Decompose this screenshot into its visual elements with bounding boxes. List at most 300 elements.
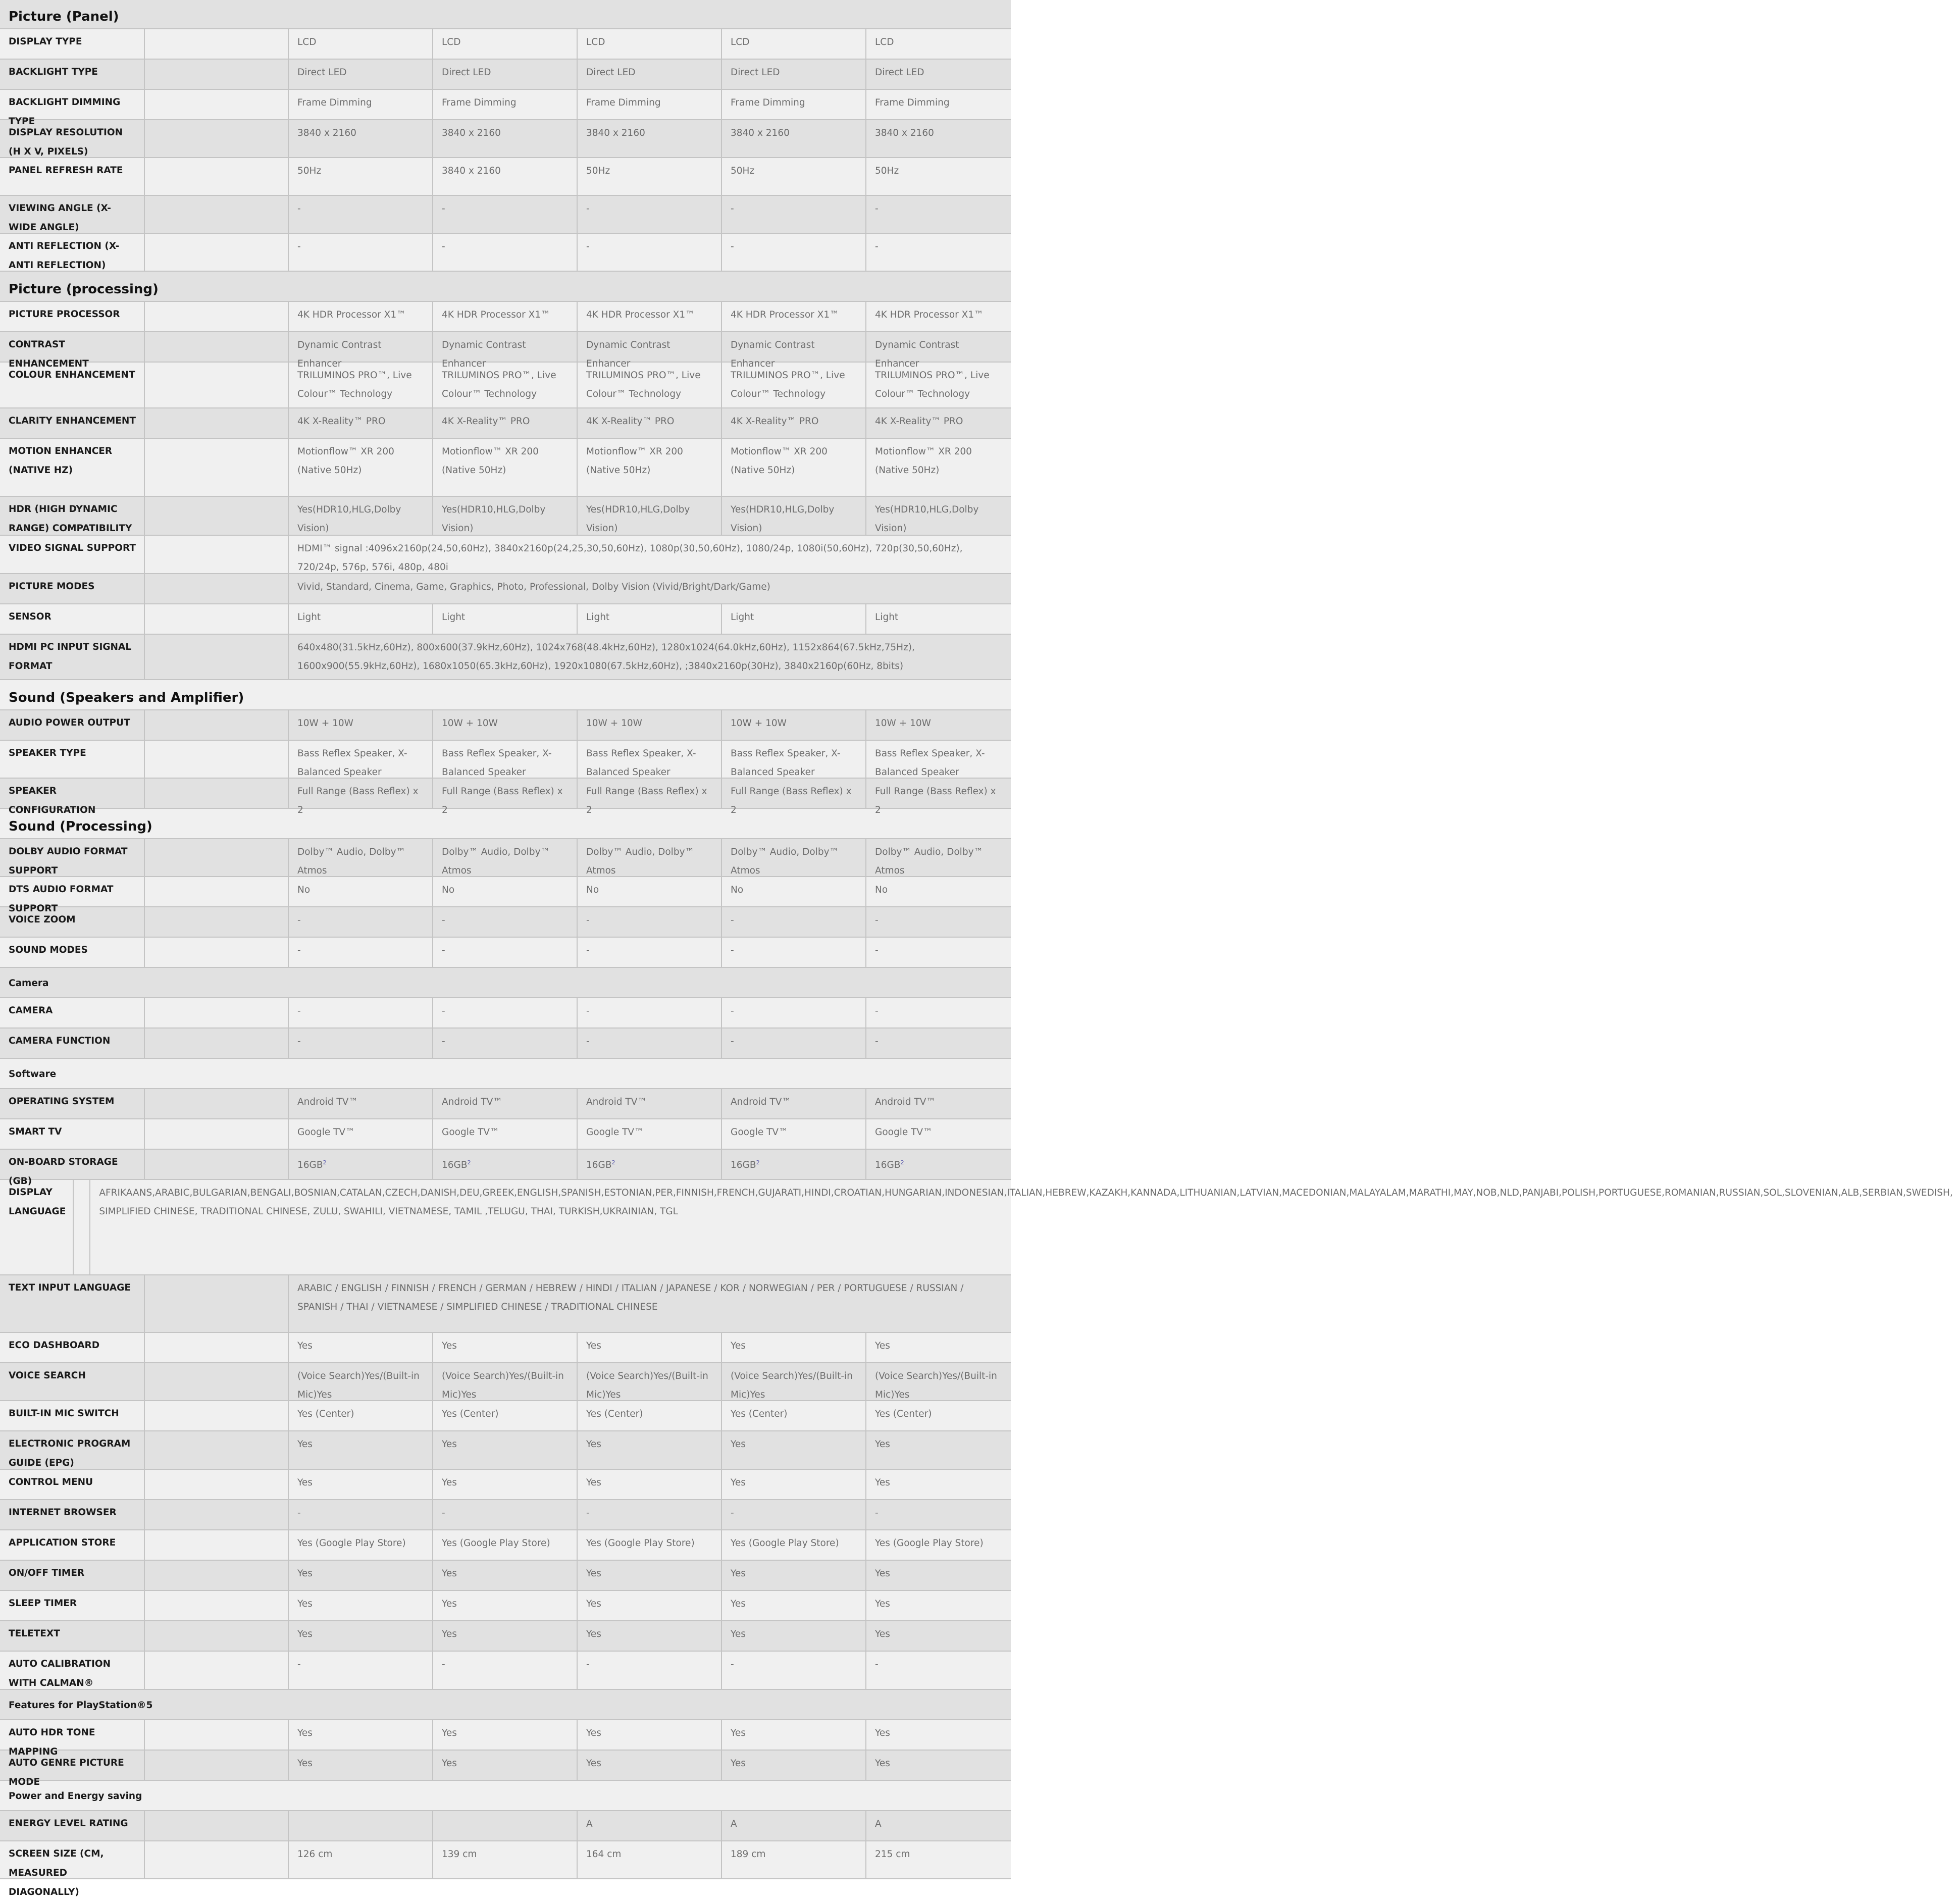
spec-label: SPEAKER TYPE [0,741,145,778]
spec-value: Yes [875,1341,890,1351]
spec-label: DISPLAY LANGUAGE [0,1180,74,1274]
spec-value: Yes (Center) [722,1401,866,1430]
spec-value: - [289,1652,433,1689]
spec-value: Dynamic Contrast Enhancer [875,340,959,369]
empty-cell [145,635,289,679]
empty-cell [145,1275,289,1332]
empty-cell [145,1751,289,1780]
spec-value: 4K X-Reality™ PRO [289,408,433,438]
spec-value: - [289,998,433,1027]
spec-value: Yes [433,1470,578,1499]
spec-row [0,497,1011,536]
spec-value: Yes (Google Play Store) [433,1530,578,1560]
empty-cell [145,1591,289,1620]
spec-row [0,1591,1011,1621]
spec-value: - [722,196,866,233]
spec-row [0,839,1011,877]
spec-value: - [875,1508,879,1518]
subsection-header [0,1690,1011,1720]
spec-value: Yes [289,1720,433,1750]
spec-row [0,877,1011,914]
empty-cell [145,710,289,740]
spec-value: Motionflow™ XR 200 (Native 50Hz) [433,439,578,496]
empty-cell [145,196,289,233]
spec-value: TRILUMINOS PRO™, Live Colour™ Technology [875,370,990,399]
spec-label: HDMI PC INPUT SIGNAL FORMAT [0,635,145,679]
spec-value: A [875,1819,882,1829]
spec-value: Direct LED [289,60,433,89]
spec-value: Full Range (Bass Reflex) x 2 [433,779,578,808]
spec-value: - [433,234,578,271]
spec-value: $16GB^2$ [875,1159,904,1171]
spec-value: Yes [578,1621,722,1651]
subsection-header [0,968,1011,998]
spec-value: 10W + 10W [433,710,578,740]
spec-value: 126 cm [289,1841,433,1878]
spec-value: Motionflow™ XR 200 (Native 50Hz) [875,446,972,476]
spec-row [0,1652,1011,1690]
spec-value: 189 cm [722,1841,866,1878]
spec-value: - [875,1036,879,1047]
spec-value: - [722,998,866,1027]
spec-value: Yes [578,1591,722,1620]
spec-value: Google TV™ [433,1119,578,1149]
spec-row [0,1561,1011,1591]
spec-label: AUTO CALIBRATION WITH CALMAN® [0,1652,145,1689]
spec-value: - [289,1029,433,1058]
empty-cell [145,1089,289,1118]
spec-label: PANEL REFRESH RATE [0,158,145,195]
empty-cell [145,741,289,778]
spec-value: Android TV™ [433,1089,578,1118]
spec-value: - [433,938,578,967]
spec-value: Bass Reflex Speaker, X-Balanced Speaker [578,741,722,778]
spec-row [0,1530,1011,1561]
spec-row [0,574,1011,604]
spec-value: - [875,203,879,214]
spec-row [0,29,1011,60]
spec-value: Full Range (Bass Reflex) x 2 [578,779,722,808]
footnote-marker: 2 [467,1159,471,1166]
section-title: Sound (Processing) [9,819,152,834]
spec-label: DTS AUDIO FORMAT SUPPORT [0,877,145,906]
spec-value: 164 cm [578,1841,722,1878]
spec-value: - [289,196,433,233]
spec-value: $16GB^2$ [433,1150,578,1179]
spec-row [0,60,1011,90]
spec-value: Bass Reflex Speaker, X-Balanced Speaker [875,748,985,778]
spec-value: Yes (Center) [578,1401,722,1430]
empty-cell [145,120,289,157]
spec-value: Yes(HDR10,HLG,Dolby Vision) [722,497,866,535]
section-title: Software [9,1069,57,1079]
section-title: Camera [9,978,49,989]
spec-value: Yes (Center) [433,1401,578,1430]
spec-value: Bass Reflex Speaker, X-Balanced Speaker [433,741,578,778]
spec-value: - [578,998,722,1027]
spec-value: Direct LED [722,60,866,89]
spec-label: SLEEP TIMER [0,1591,145,1620]
spec-value: Yes(HDR10,HLG,Dolby Vision) [289,497,433,535]
spec-row [0,1275,1011,1333]
spec-row [0,604,1011,635]
section-title: Picture (processing) [9,282,159,297]
spec-value: Yes [722,1561,866,1590]
spec-value: - [722,234,866,271]
spec-value: - [289,1500,433,1529]
spec-value: LCD [433,29,578,59]
spec-value: - [578,196,722,233]
spec-value: Yes [289,1621,433,1651]
spec-value: $16GB^2$ [289,1150,433,1179]
spec-value: Yes [433,1621,578,1651]
spec-value [433,1811,578,1840]
spec-value: Yes [289,1470,433,1499]
spec-label: APPLICATION STORE [0,1530,145,1560]
spec-row [0,120,1011,158]
spec-value: Yes [433,1591,578,1620]
empty-cell [145,1841,289,1878]
spec-value: Dolby™ Audio, Dolby™ Atmos [433,839,578,876]
spec-row [0,938,1011,968]
spec-value: - [433,196,578,233]
spec-label: ON-BOARD STORAGE (GB) [0,1150,145,1179]
spec-value: LCD [578,29,722,59]
spec-label: AUTO GENRE PICTURE MODE [0,1751,145,1780]
spec-value: A [578,1811,722,1840]
spec-value: Yes (Center) [289,1401,433,1430]
spec-value: 4K HDR Processor X1™ [289,302,433,331]
spec-row [0,1401,1011,1431]
spec-value: Full Range (Bass Reflex) x 2 [722,779,866,808]
spec-label: ON/OFF TIMER [0,1561,145,1590]
spec-value: Yes [722,1431,866,1469]
spec-value: - [578,1029,722,1058]
spec-row [0,234,1011,272]
spec-value: - [578,938,722,967]
spec-value: Frame Dimming [722,90,866,119]
spec-row [0,1621,1011,1652]
spec-value [289,1811,433,1840]
spec-value: Dynamic Contrast Enhancer [722,332,866,362]
spec-value: Dolby™ Audio, Dolby™ Atmos [289,839,433,876]
spec-value: 50Hz [722,158,866,195]
spec-value: - [875,1659,879,1670]
spec-value: Motionflow™ XR 200 (Native 50Hz) [289,439,433,496]
spec-value: Google TV™ [722,1119,866,1149]
spec-value: - [578,1500,722,1529]
spec-value: - [433,1652,578,1689]
spec-value: Frame Dimming [875,97,950,108]
spec-value: Yes(HDR10,HLG,Dolby Vision) [578,497,722,535]
empty-cell [145,158,289,195]
spec-label: BACKLIGHT DIMMING TYPE [0,90,145,119]
spec-value: Yes(HDR10,HLG,Dolby Vision) [875,504,979,534]
spec-value: 4K X-Reality™ PRO [875,416,963,427]
spec-value: 4K HDR Processor X1™ [433,302,578,331]
spec-label: AUTO HDR TONE MAPPING [0,1720,145,1750]
spec-value: 10W + 10W [578,710,722,740]
spec-value: Yes [875,1568,890,1579]
empty-cell [145,1150,289,1179]
section-header [0,809,1011,839]
spec-value: (Voice Search)Yes/(Built-in Mic)Yes [722,1363,866,1400]
spec-label: ELECTRONIC PROGRAM GUIDE (EPG) [0,1431,145,1469]
spec-value: Bass Reflex Speaker, X-Balanced Speaker [289,741,433,778]
spec-value: Yes [578,1470,722,1499]
spec-value: No [578,877,722,906]
spec-value: Yes [289,1333,433,1362]
spec-value: 4K HDR Processor X1™ [875,310,984,320]
spec-value: 3840 x 2160 [289,120,433,157]
spec-value: Android TV™ [875,1097,936,1107]
spec-value: Yes [433,1751,578,1780]
empty-cell [145,497,289,535]
spec-row [0,779,1011,815]
spec-label: BACKLIGHT TYPE [0,60,145,89]
spec-value: 3840 x 2160 [875,128,934,138]
empty-cell [145,1333,289,1362]
spec-value: - [722,938,866,967]
empty-cell [145,439,289,496]
spec-value: - [875,915,879,926]
spec-label: ENERGY LEVEL RATING [0,1811,145,1840]
spec-value: Android TV™ [289,1089,433,1118]
empty-cell [145,1530,289,1560]
spec-value: Yes (Google Play Store) [289,1530,433,1560]
empty-cell [145,1401,289,1430]
section-title: Features for PlayStation®5 [9,1700,153,1711]
spec-value: A [722,1811,866,1840]
spec-value: - [722,907,866,937]
spec-value: LCD [722,29,866,59]
spec-value: AFRIKAANS,ARABIC,BULGARIAN,BENGALI,BOSNIAN,CATALAN,CZECH,DANISH,DEU,GREEK,ENGLISH,SPANISH,ESTONIAN,PER,FINNISH,FRENCH,GUJARATI,HINDI,CROATIAN,HUNGARIAN,INDONESIAN,ITALIAN,HEBREW,KAZAKH,KANNADA,LITHUANIAN,LATVIAN,MACEDONIAN,MALAYALAM,MARATHI,MAY,NOB,NLD,PANJABI,POLISH,PORTUGUESE,ROMANIAN,RUSSIAN,SOL,SLOVENIAN,ALB,SERBIAN,SWEDISH, SIMPLIFIED CHINESE, TRADITIONAL CHINESE, ZULU, SWAHILI, VIETNAMESE, TAMIL ,TELUGU, THAI, TURKISH,UKRAINIAN, TGL [99,1188,1953,1217]
spec-value: 50Hz [289,158,433,195]
spec-value: - [578,234,722,271]
spec-value: 4K X-Reality™ PRO [433,408,578,438]
spec-value: Dolby™ Audio, Dolby™ Atmos [578,839,722,876]
footnote-marker: 2 [611,1159,615,1166]
spec-label: VOICE ZOOM [0,907,145,937]
spec-value: Yes [722,1333,866,1362]
spec-label: SMART TV [0,1119,145,1149]
spec-value: Dynamic Contrast Enhancer [433,332,578,362]
spec-value: Yes [433,1720,578,1750]
spec-value: No [722,877,866,906]
spec-value: 10W + 10W [289,710,433,740]
empty-cell [145,938,289,967]
spec-value: - [289,938,433,967]
spec-value: Google TV™ [578,1119,722,1149]
spec-value: Yes [722,1751,866,1780]
spec-value: 3840 x 2160 [433,120,578,157]
spec-value: Yes [578,1751,722,1780]
spec-value: Yes [433,1561,578,1590]
spec-value: Full Range (Bass Reflex) x 2 [289,779,433,808]
spec-value: - [433,1500,578,1529]
spec-label: ANTI REFLECTION (X-ANTI REFLECTION) [0,234,145,271]
spec-value: Vivid, Standard, Cinema, Game, Graphics, Photo, Professional, Dolby Vision (Vivid/Bright/Dark/Game) [297,582,770,592]
spec-value: - [289,907,433,937]
spec-value: TRILUMINOS PRO™, Live Colour™ Technology [433,363,578,407]
spec-value: Motionflow™ XR 200 (Native 50Hz) [722,439,866,496]
spec-value: Yes [289,1431,433,1469]
empty-cell [145,1652,289,1689]
spec-value: Yes [722,1591,866,1620]
empty-cell [145,363,289,407]
spec-value: - [875,1006,879,1016]
spec-value: TRILUMINOS PRO™, Live Colour™ Technology [578,363,722,407]
spec-label: COLOUR ENHANCEMENT [0,363,145,407]
empty-cell [145,1500,289,1529]
spec-label: DISPLAY TYPE [0,29,145,59]
section-title: Picture (Panel) [9,9,119,24]
spec-value: - [433,998,578,1027]
empty-cell [145,907,289,937]
spec-row [0,196,1011,234]
spec-value: Yes [722,1621,866,1651]
spec-value: Dolby™ Audio, Dolby™ Atmos [875,847,984,876]
empty-cell [145,29,289,59]
spec-row [0,1150,1011,1187]
spec-value: - [578,1652,722,1689]
spec-value: Yes [289,1561,433,1590]
spec-label: SPEAKER CONFIGURATION [0,779,145,808]
empty-cell [145,302,289,331]
spec-row [0,332,1011,369]
spec-value: LCD [289,29,433,59]
empty-cell [145,604,289,634]
spec-value: No [875,885,888,895]
spec-label: ECO DASHBOARD [0,1333,145,1362]
spec-value: Frame Dimming [578,90,722,119]
spec-row [0,1720,1011,1757]
spec-value: (Voice Search)Yes/(Built-in Mic)Yes [578,1363,722,1400]
empty-cell [145,1811,289,1840]
spec-value: Android TV™ [722,1089,866,1118]
empty-cell [145,1029,289,1058]
spec-value: Yes [875,1439,890,1450]
empty-cell [145,60,289,89]
spec-label: AUDIO POWER OUTPUT [0,710,145,740]
spec-row [0,1089,1011,1119]
spec-value: Direct LED [578,60,722,89]
spec-value: No [289,877,433,906]
spec-row [0,1841,1011,1897]
spec-value: Yes [875,1629,890,1639]
spec-value: - [722,1652,866,1689]
spec-row [0,536,1011,574]
empty-cell [145,1470,289,1499]
spec-value: Motionflow™ XR 200 (Native 50Hz) [578,439,722,496]
spec-row [0,1431,1011,1470]
spec-value: Yes [578,1720,722,1750]
spec-value: Yes [289,1591,433,1620]
spec-value: 50Hz [578,158,722,195]
spec-value: Dolby™ Audio, Dolby™ Atmos [722,839,866,876]
spec-row [0,907,1011,938]
spec-row [0,1363,1011,1401]
empty-cell [145,1119,289,1149]
spec-label: DISPLAY RESOLUTION (H X V, PIXELS) [0,120,145,157]
spec-value: Yes [875,1599,890,1609]
spec-row [0,302,1011,332]
spec-value: Yes [875,1728,890,1738]
empty-cell [145,839,289,876]
empty-cell [145,779,289,808]
spec-row [0,1029,1011,1059]
spec-value: 50Hz [875,166,899,176]
spec-label: BUILT-IN MIC SWITCH [0,1401,145,1430]
spec-value: Yes [722,1470,866,1499]
spec-value: Google TV™ [289,1119,433,1149]
spec-value: (Voice Search)Yes/(Built-in Mic)Yes [289,1363,433,1400]
footnote-marker: 2 [900,1159,904,1166]
spec-value: Bass Reflex Speaker, X-Balanced Speaker [722,741,866,778]
spec-value: 215 cm [875,1849,910,1860]
spec-value: Yes [875,1477,890,1488]
section-header [0,272,1011,302]
section-title: Sound (Speakers and Amplifier) [9,690,244,705]
spec-value: (Voice Search)Yes/(Built-in Mic)Yes [875,1371,997,1400]
spec-row [0,1470,1011,1500]
spec-value: 640x480(31.5kHz,60Hz), 800x600(37.9kHz,60Hz), 1024x768(48.4kHz,60Hz), 1280x1024(64.0kHz,60Hz), 1152x864(67.5kHz,75Hz), 1600x900(55.9kHz,60Hz), 1680x1050(65.3kHz,60Hz), 1920x1080(67.5kHz,60Hz), ;3840x2160p(30Hz), 3840x2160p(60Hz, 8bits) [297,642,915,672]
spec-row [0,408,1011,439]
spec-value: $16GB^2$ [578,1150,722,1179]
spec-value: 10W + 10W [722,710,866,740]
spec-value: 3840 x 2160 [722,120,866,157]
spec-value: Light [722,604,866,634]
spec-value: Direct LED [875,67,924,78]
footnote-marker: 2 [756,1159,760,1166]
spec-value: 4K X-Reality™ PRO [578,408,722,438]
section-header [0,680,1011,710]
spec-value: - [875,945,879,956]
spec-value: 4K HDR Processor X1™ [722,302,866,331]
spec-label: SCREEN SIZE (CM, MEASURED DIAGONALLY) [0,1841,145,1878]
spec-value: Light [433,604,578,634]
spec-label: PICTURE MODES [0,574,145,603]
spec-value: Dynamic Contrast Enhancer [578,332,722,362]
spec-row [0,1180,1953,1275]
spec-value: ARABIC / ENGLISH / FINNISH / FRENCH / GERMAN / HEBREW / HINDI / ITALIAN / JAPANESE / KOR / NORWEGIAN / PER / PORTUGUESE / RUSSIAN / SPANISH / THAI / VIETNAMESE / SIMPLIFIED CHINESE / TRADITIONAL CHINESE [297,1283,964,1312]
spec-value: Yes [722,1720,866,1750]
empty-cell [145,1621,289,1651]
spec-row [0,1751,1011,1787]
empty-cell [145,574,289,603]
spec-row [0,1500,1011,1530]
spec-label: SENSOR [0,604,145,634]
spec-row [0,1811,1011,1841]
empty-cell [145,90,289,119]
spec-value: Frame Dimming [289,90,433,119]
spec-label: TEXT INPUT LANGUAGE [0,1275,145,1332]
spec-value: HDMI™ signal :4096x2160p(24,50,60Hz), 3840x2160p(24,25,30,50,60Hz), 1080p(30,50,60Hz), 1080/24p, 1080i(50,60Hz), 720p(30,50,60Hz), 720/24p, 576p, 576i, 480p, 480i [297,543,963,573]
spec-value: Light [875,612,899,623]
spec-value: Yes [578,1431,722,1469]
spec-value: - [578,907,722,937]
spec-value: Google TV™ [875,1127,933,1138]
spec-value: 139 cm [433,1841,578,1878]
footnote-marker: 2 [323,1159,327,1166]
subsection-header [0,1781,1011,1811]
spec-label: VOICE SEARCH [0,1363,145,1400]
spec-value: Yes [289,1751,433,1780]
spec-row [0,710,1011,741]
spec-value: TRILUMINOS PRO™, Live Colour™ Technology [289,363,433,407]
subsection-header [0,1059,1011,1089]
spec-label: MOTION ENHANCER (NATIVE HZ) [0,439,145,496]
